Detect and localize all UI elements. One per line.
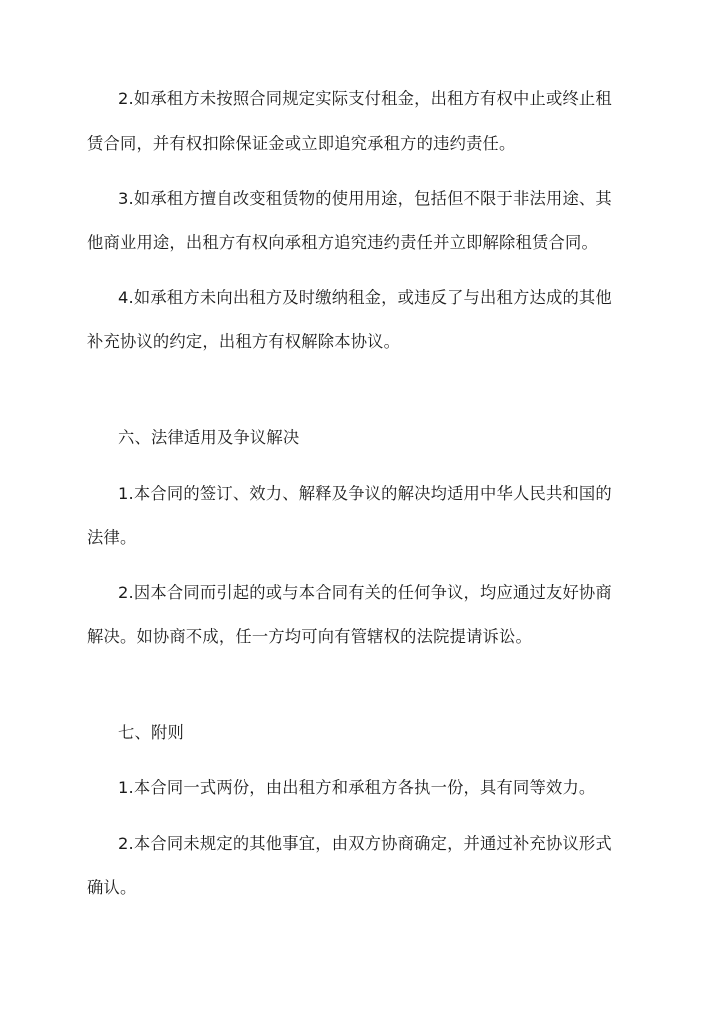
paragraph-6-2-line-1: 2.因本合同而引起的或与本合同有关的任何争议，均应通过友好协商 — [118, 583, 612, 602]
paragraph-6-1-line-1: 1.本合同的签订、效力、解释及争议的解决均适用中华人民共和国的 — [118, 484, 612, 503]
paragraph-6-2-line-2: 解决。如协商不成，任一方均可向有管辖权的法院提请诉讼。 — [87, 627, 532, 646]
section-7-heading: 七、附则 — [118, 723, 184, 742]
paragraph-5-3-line-2: 他商业用途，出租方有权向承租方追究违约责任并立即解除租赁合同。 — [87, 233, 598, 252]
paragraph-5-4-line-1: 4.如承租方未向出租方及时缴纳租金，或违反了与出租方达成的其他 — [118, 288, 612, 307]
paragraph-5-4-line-2: 补充协议的约定，出租方有权解除本协议。 — [87, 332, 401, 351]
paragraph-6-1-line-2: 法律。 — [87, 528, 137, 547]
paragraph-5-2-line-1: 2.如承租方未按照合同规定实际支付租金，出租方有权中止或终止租 — [118, 89, 612, 108]
paragraph-7-2-line-2: 确认。 — [87, 878, 137, 897]
paragraph-7-1-line-1: 1.本合同一式两份，由出租方和承租方各执一份，具有同等效力。 — [118, 778, 596, 797]
paragraph-5-3-line-1: 3.如承租方擅自改变租赁物的使用用途，包括但不限于非法用途、其 — [118, 189, 612, 208]
paragraph-7-2-line-1: 2.本合同未规定的其他事宜，由双方协商确定，并通过补充协议形式 — [118, 834, 612, 853]
paragraph-5-2-line-2: 赁合同，并有权扣除保证金或立即追究承租方的违约责任。 — [87, 134, 516, 153]
section-6-heading: 六、法律适用及争议解决 — [118, 428, 300, 447]
